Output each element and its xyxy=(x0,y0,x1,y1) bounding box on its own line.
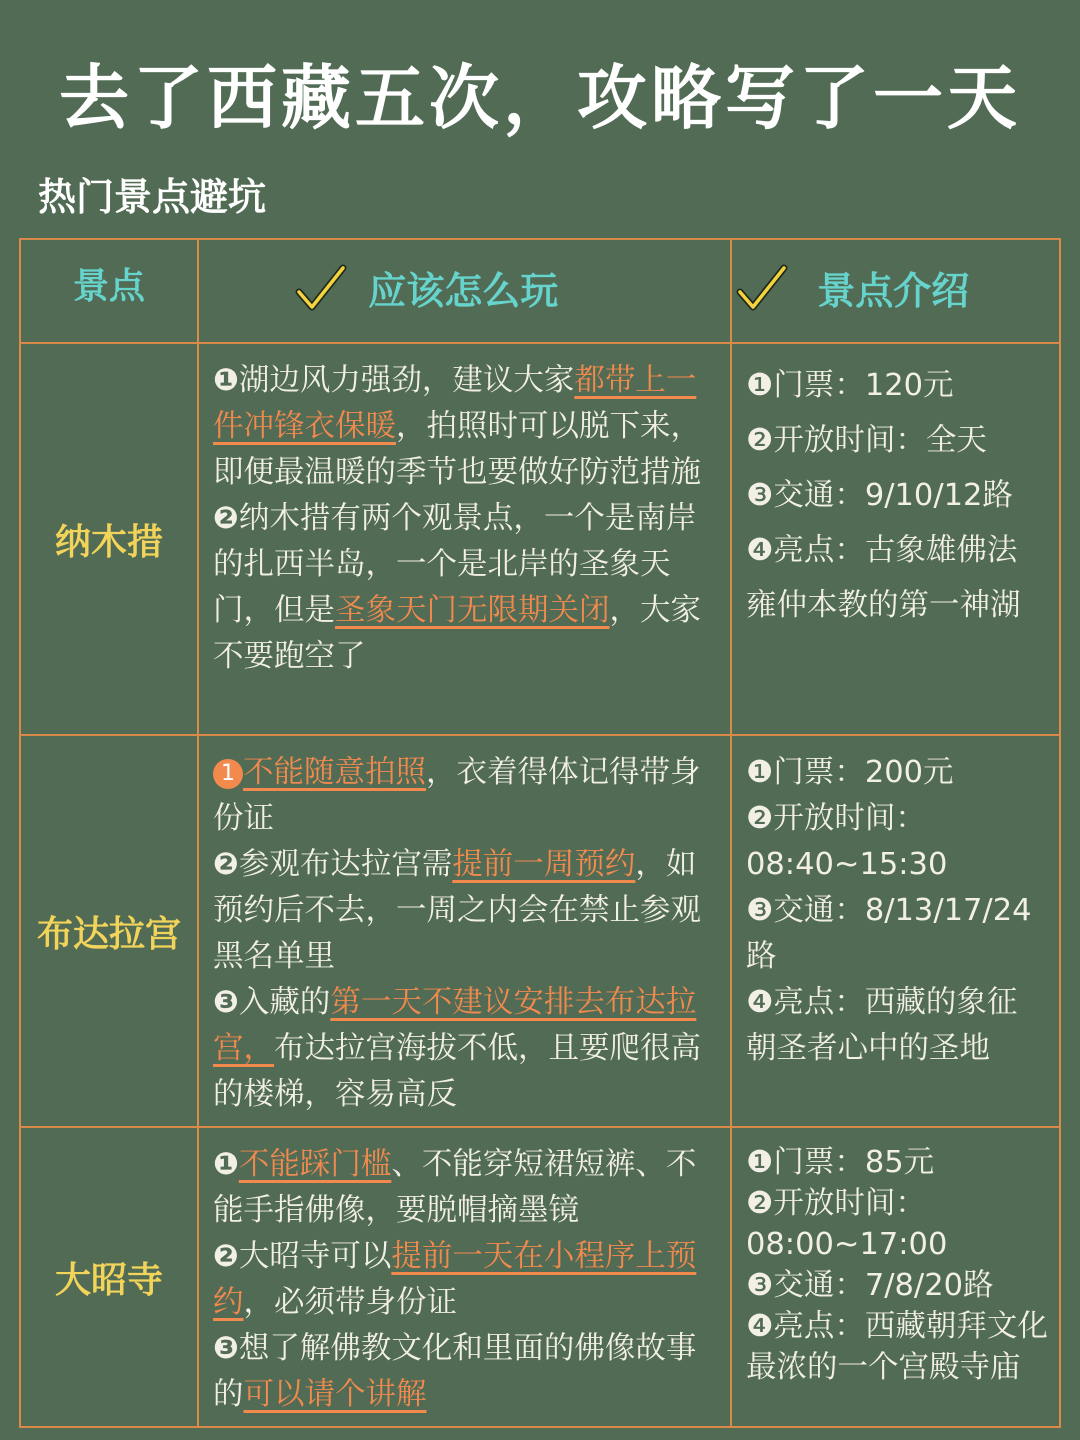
tip-highlight: 都带上一件冲锋衣保暖 xyxy=(213,363,697,444)
table-row xyxy=(20,343,1060,735)
tip-number: ❷ xyxy=(213,1239,239,1274)
tips-cell xyxy=(198,343,731,735)
info-line: 08:40~15:30 xyxy=(746,847,948,882)
tip-text: 湖边风力强劲，建议大家 xyxy=(238,363,575,398)
tip-text: ，如预约后不去，一周之内会在禁止参观黑名单里 xyxy=(213,847,701,974)
spot-name: 大昭寺 xyxy=(20,1127,198,1427)
tip-highlight: 第一天不建议安排去布达拉宫， xyxy=(213,985,697,1066)
info-cell xyxy=(731,343,1060,735)
tip-highlight: 提前一周预约 xyxy=(452,847,636,882)
tip-item xyxy=(213,1142,718,1234)
tip-number: ❶ xyxy=(213,363,239,398)
header-spot: 景点 xyxy=(20,239,198,343)
table-row xyxy=(20,735,1060,1127)
tips-cell xyxy=(198,1127,731,1427)
table-row xyxy=(20,1127,1060,1427)
page-title: 去了西藏五次，攻略写了一天 xyxy=(59,57,1021,139)
info-line: ❶门票：85元 xyxy=(746,1145,935,1180)
tip-item xyxy=(213,1326,718,1418)
tip-item xyxy=(213,358,718,496)
tip-text: 纳木措有两个观景点，一个是南岸的扎西半岛，一个是北岸的圣象天门，但是 xyxy=(213,501,697,628)
info-line: ❸交通：8/13/17/24路 xyxy=(746,893,1032,974)
info-cell xyxy=(731,735,1060,1127)
tip-highlight: 圣象天门无限期关闭 xyxy=(335,593,610,628)
tip-highlight: 不能随意拍照 xyxy=(243,755,426,790)
attractions-table xyxy=(19,238,1061,1428)
tip-text: 入藏的 xyxy=(238,985,331,1020)
info-line: ❷开放时间： xyxy=(746,1186,926,1221)
info-cell xyxy=(731,1127,1060,1427)
spot-name: 纳木措 xyxy=(20,343,198,735)
header-intro-label: 景点介绍 xyxy=(817,268,970,313)
info-line: ❹亮点：西藏朝拜文化最浓的一个宫殿寺庙 xyxy=(746,1309,1048,1385)
tip-item xyxy=(213,750,718,842)
table-header-row xyxy=(20,239,1060,343)
tip-number: ❸ xyxy=(213,1331,239,1366)
section-subtitle: 热门景点避坑 xyxy=(38,175,267,219)
tip-item xyxy=(213,496,718,680)
info-line: ❹亮点：西藏的象征 xyxy=(746,985,1018,1020)
tip-text: 布达拉宫海拔不低，且要爬很高的楼梯，容易高反 xyxy=(213,1031,701,1112)
spot-name: 布达拉宫 xyxy=(20,735,198,1127)
tip-number: 1 xyxy=(213,759,243,789)
tip-item xyxy=(213,842,718,980)
checkmark-icon xyxy=(295,264,347,323)
tip-text: 想了解佛教文化和里面的佛像故事的 xyxy=(213,1331,697,1412)
tip-item xyxy=(213,980,718,1118)
info-line: ❷开放时间：全天 xyxy=(746,423,987,458)
info-line: ❸交通：9/10/12路 xyxy=(746,478,1013,513)
tip-text: ，必须带身份证 xyxy=(243,1285,457,1320)
checkmark-icon xyxy=(736,264,788,323)
tip-number: ❷ xyxy=(213,501,239,536)
info-line: 08:00~17:00 xyxy=(746,1227,948,1262)
tip-highlight: 可以请个讲解 xyxy=(243,1377,427,1412)
info-line: ❹亮点：古象雄佛法 xyxy=(746,533,1018,568)
tip-number: ❸ xyxy=(213,985,239,1020)
tip-text: 大昭寺可以 xyxy=(238,1239,392,1274)
tips-cell xyxy=(198,735,731,1127)
info-line: ❶门票：120元 xyxy=(746,368,954,403)
header-how-to-play xyxy=(198,239,731,343)
tip-number: ❷ xyxy=(213,847,239,882)
header-how-to-play-label: 应该怎么玩 xyxy=(368,268,559,313)
info-line: ❷开放时间： xyxy=(746,801,926,836)
info-line: 雍仲本教的第一神湖 xyxy=(746,588,1021,623)
tip-highlight: 提前一天在小程序上预约 xyxy=(213,1239,697,1320)
info-line: ❸交通：7/8/20路 xyxy=(746,1268,994,1303)
tip-text: 、不能穿短裙短裤、不能手指佛像，要脱帽摘墨镜 xyxy=(213,1147,697,1228)
tip-text: 参观布达拉宫需 xyxy=(238,847,453,882)
tip-text: ，衣着得体记得带身份证 xyxy=(213,755,701,836)
header-intro xyxy=(731,239,1060,343)
tip-item xyxy=(213,1234,718,1326)
info-line: 朝圣者心中的圣地 xyxy=(746,1031,990,1066)
tip-text: ，拍照时可以脱下来，即便最温暖的季节也要做好防范措施 xyxy=(213,409,701,490)
tip-highlight: 不能踩门槛 xyxy=(238,1147,392,1182)
tip-text: ，大家不要跑空了 xyxy=(213,593,701,674)
tip-number: ❶ xyxy=(213,1147,239,1182)
info-line: ❶门票：200元 xyxy=(746,755,954,790)
